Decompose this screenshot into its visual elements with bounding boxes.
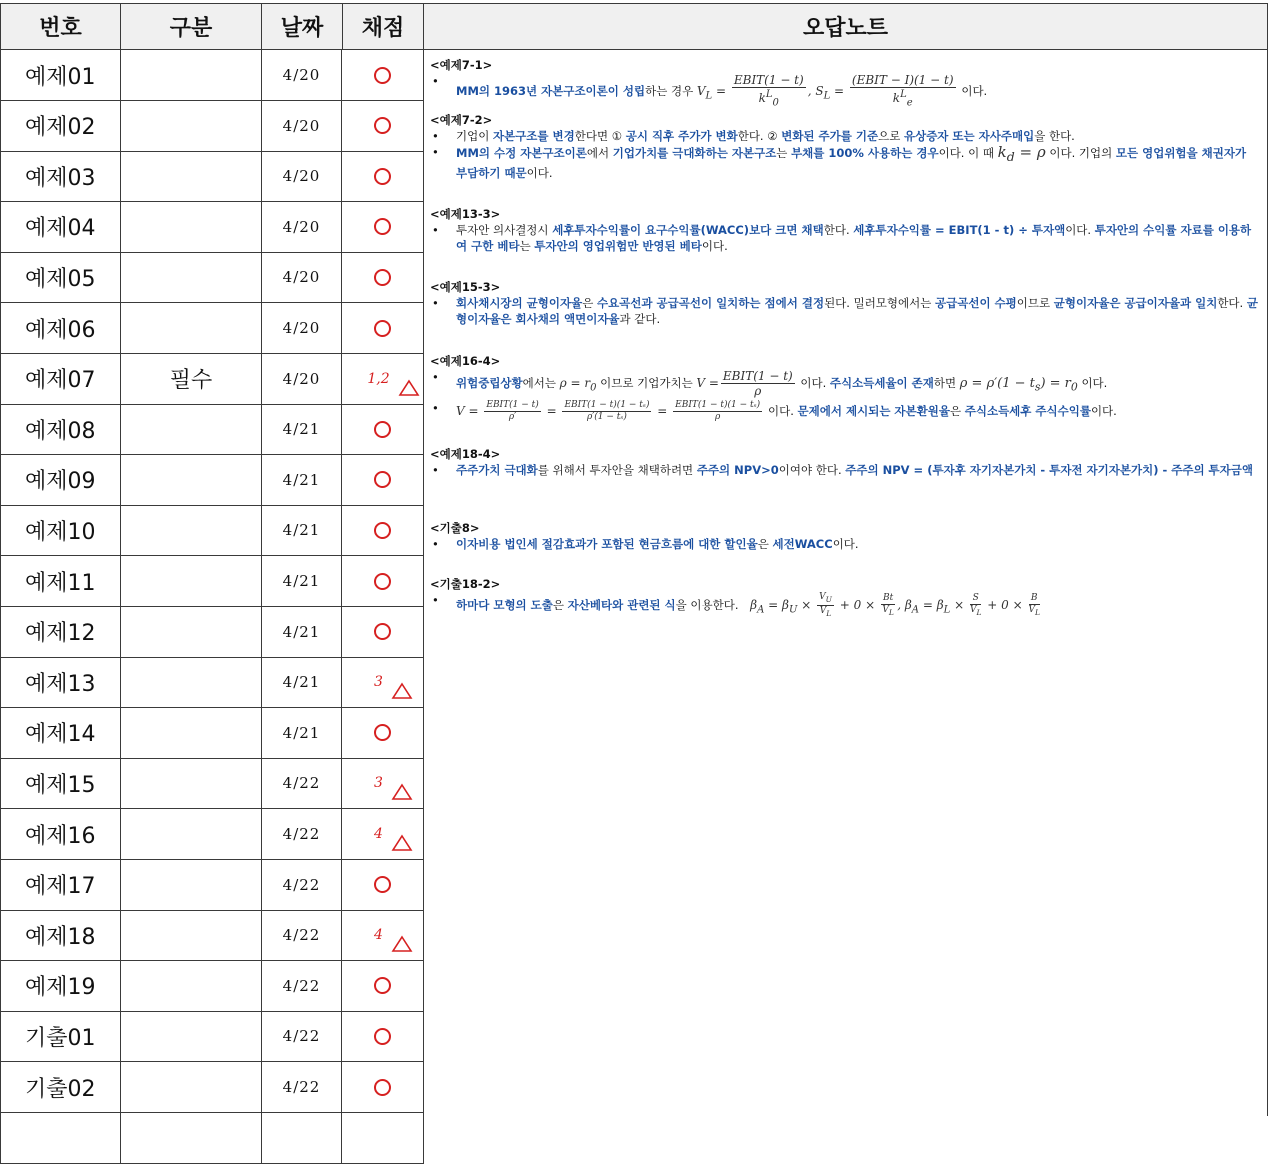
note-bullet: • V = $\frac{\text{EBIT(1 − t)}}{\rho'}$ = $\frac{\text{EBIT(1 − t)(1 − tₛ)}}{\text{ρ′(1 − tₛ)}}$ = $\frac{\text{EBIT(1 − t)(1 − tₛ)}}{\rho}$ 이다. 문제에서 제시되는 자본환원율은 주식소득세후 주식수익률이다.: [432, 400, 1117, 422]
problem-category: [121, 50, 262, 101]
problem-number: [0, 1113, 121, 1164]
grade-mark: [342, 505, 424, 556]
problem-category: [121, 101, 262, 152]
problem-date: 4/22: [262, 1062, 342, 1113]
grade-mark: [342, 809, 424, 860]
note-text: 이다.: [961, 84, 988, 99]
table-row: [0, 556, 424, 607]
grade-mark: [342, 1113, 424, 1164]
grade-mark: [342, 303, 424, 354]
problem-category: 필수: [121, 354, 262, 405]
grade-mark: [342, 1011, 424, 1062]
header-grade: 채점: [342, 3, 424, 50]
problem-category: [121, 202, 262, 253]
correct-circle-icon: [374, 168, 391, 185]
correct-circle-icon: [374, 1028, 391, 1045]
problem-date: 4/20: [262, 354, 342, 405]
problem-date: 4/21: [262, 657, 342, 708]
grade-mark: [342, 455, 424, 506]
note-bullet: • 투자안 의사결정시 세후투자수익률이 요구수익률(WACC)보다 크면 채택한다. 세후투자수익률 = EBIT(1 - t) ÷ 투자액이다. 투자안의 수익률 자료를 이용하여 구한 베타는 투자안의 영업위험만 반영된 베타이다.: [432, 223, 1252, 253]
problem-date: 4/22: [262, 961, 342, 1012]
problem-category: [121, 758, 262, 809]
problem-number: 예제02: [0, 101, 121, 152]
problem-category: [121, 1062, 262, 1113]
header-category: 구분: [120, 3, 262, 50]
table-row: [0, 809, 424, 860]
problem-number: 예제13: [0, 657, 121, 708]
problem-number: 예제14: [0, 708, 121, 759]
table-row: [0, 404, 424, 455]
grade-mark: [342, 961, 424, 1012]
table-row: [0, 151, 424, 202]
problem-date: 4/22: [262, 860, 342, 911]
table-row: [0, 910, 424, 961]
problem-number: 예제06: [0, 303, 121, 354]
grade-mark: [342, 860, 424, 911]
note-title: <예제13-3>: [430, 207, 501, 221]
note-title: <기출8>: [430, 521, 480, 535]
table-row: [0, 455, 424, 506]
correct-circle-icon: [374, 320, 391, 337]
grade-note: 1,2: [367, 370, 390, 387]
problem-number: 예제11: [0, 556, 121, 607]
grade-note: 3: [374, 674, 383, 691]
correct-circle-icon: [374, 573, 391, 590]
correct-circle-icon: [374, 522, 391, 539]
table-row: [0, 1011, 424, 1062]
table-row: [0, 860, 424, 911]
table-row: [0, 708, 424, 759]
problem-date: 4/21: [262, 505, 342, 556]
problem-category: [121, 657, 262, 708]
problem-category: [121, 556, 262, 607]
correct-circle-icon: [374, 218, 391, 235]
grade-mark: [342, 202, 424, 253]
note-15-3: [430, 279, 1258, 327]
header-note: 오답노트: [423, 3, 1268, 50]
note-text: MM의 1963년 자본구조이론이 성립: [456, 84, 646, 99]
problem-category: [121, 505, 262, 556]
note-title: <예제7-2>: [430, 113, 493, 127]
problem-category: [121, 455, 262, 506]
problem-category: [121, 961, 262, 1012]
note-bullet: • 하마다 모형의 도출은 자산베타와 관련된 식을 이용한다. $\beta_A = \beta_U$ × $\frac{V_U}{V_L}$ + 0 × $\frac{Bt}{V_L}$ , $\beta_A = \beta_L$ × $\frac{S}{V_L}$ + 0 × $\frac{B}{V_L}$: [432, 592, 1040, 618]
problem-category: [121, 151, 262, 202]
note-bullet: • 이자비용 법인세 절감효과가 포함된 현금흐름에 대한 할인율은 세전WACC이다.: [432, 537, 859, 551]
correct-circle-icon: [374, 67, 391, 84]
note-7-2: [430, 112, 1258, 181]
note-title: <예제15-3>: [430, 280, 501, 294]
header-number: 번호: [0, 3, 121, 50]
table-row: [0, 1062, 424, 1113]
note-bullet: • 주주가치 극대화를 위해서 투자안을 채택하려면 주주의 NPV>0이여야 한다. 주주의 NPV = (투자후 자기자본가치 - 투자전 자기자본가치) - 주주의 투자금액: [432, 463, 1253, 477]
header-date: 날짜: [261, 3, 343, 50]
table-row: [0, 303, 424, 354]
note-bullet: • 회사채시장의 균형이자율은 수요곡선과 공급곡선이 일치하는 점에서 결정된다. 밀러모형에서는 공급곡선이 수평이므로 균형이자율은 공급이자율과 일치한다. 균형이자율은 회사채의 액면이자율과 같다.: [432, 296, 1258, 326]
grade-mark: [342, 354, 424, 405]
table-row: [0, 505, 424, 556]
problem-number: 예제01: [0, 50, 121, 101]
note-bullet: • 기업이 자본구조를 변경한다면 ① 공시 직후 주가가 변화한다. ② 변화된 주가를 기준으로 유상증자 또는 자사주매입을 한다.: [432, 129, 1075, 143]
problem-date: 4/20: [262, 202, 342, 253]
correct-circle-icon: [374, 117, 391, 134]
problem-date: 4/20: [262, 50, 342, 101]
wrong-answer-notes: [423, 50, 1268, 1116]
problem-number: 예제09: [0, 455, 121, 506]
table-row: [0, 1113, 424, 1164]
problem-number: 기출01: [0, 1011, 121, 1062]
grade-mark: [342, 708, 424, 759]
problem-category: [121, 860, 262, 911]
grade-mark: [342, 101, 424, 152]
correct-circle-icon: [374, 724, 391, 741]
note-18-4: [430, 446, 1258, 478]
note-text: 하는 경우: [645, 84, 694, 99]
problem-category: [121, 1113, 262, 1164]
formula-vl: $V_L$ = $\frac{\text{EBIT(1 − t)}}{k^L_0}$ , $S_L$ = $\frac{\text{(EBIT − I)(1 − t)}}{k^L_e}$: [696, 73, 954, 109]
note-title: <기출18-2>: [430, 577, 501, 591]
table-row: [0, 50, 424, 101]
problem-number: 기출02: [0, 1062, 121, 1113]
problem-date: 4/22: [262, 910, 342, 961]
correct-circle-icon: [374, 977, 391, 994]
note-past-8: [430, 520, 1258, 552]
grade-mark: [342, 657, 424, 708]
problem-number: 예제07: [0, 354, 121, 405]
note-title: <예제16-4>: [430, 354, 501, 368]
grade-mark: [342, 758, 424, 809]
problem-date: 4/22: [262, 1011, 342, 1062]
correct-circle-icon: [374, 421, 391, 438]
note-bullet: • MM의 1963년 자본구조이론이 성립하는 경우 $V_L$ = $\frac{\text{EBIT(1 − t)}}{k^L_0}$ , $S_L$ = $\frac{\text{(EBIT − I)(1 − t)}}{k^L_e}$ 이다.: [432, 73, 988, 109]
table-row: [0, 961, 424, 1012]
correct-circle-icon: [374, 471, 391, 488]
problem-category: [121, 607, 262, 658]
problem-number: 예제19: [0, 961, 121, 1012]
grade-mark: [342, 252, 424, 303]
problem-date: 4/21: [262, 455, 342, 506]
problem-date: 4/20: [262, 151, 342, 202]
problem-date: 4/21: [262, 556, 342, 607]
grade-mark: [342, 910, 424, 961]
problem-date: 4/22: [262, 809, 342, 860]
note-title: <예제7-1>: [430, 58, 493, 72]
table-row: [0, 354, 424, 405]
problem-date: [262, 1113, 342, 1164]
problem-number: 예제03: [0, 151, 121, 202]
grade-mark: [342, 404, 424, 455]
problem-number: 예제04: [0, 202, 121, 253]
problem-number: 예제12: [0, 607, 121, 658]
problem-date: 4/20: [262, 252, 342, 303]
problem-number: 예제16: [0, 809, 121, 860]
problem-category: [121, 1011, 262, 1062]
table-row: [0, 758, 424, 809]
problem-number: 예제10: [0, 505, 121, 556]
table-row: [0, 252, 424, 303]
problem-number: 예제15: [0, 758, 121, 809]
note-7-1: [430, 57, 1258, 110]
grade-note: 4: [374, 927, 383, 944]
problem-date: 4/21: [262, 708, 342, 759]
table-row: [0, 657, 424, 708]
note-13-3: [430, 206, 1258, 254]
problem-category: [121, 910, 262, 961]
table-row: [0, 101, 424, 152]
problem-number: 예제18: [0, 910, 121, 961]
grade-mark: [342, 1062, 424, 1113]
correct-circle-icon: [374, 623, 391, 640]
note-past-18-2: [430, 576, 1258, 619]
correct-circle-icon: [374, 269, 391, 286]
problem-date: 4/21: [262, 404, 342, 455]
note-16-4: [430, 353, 1258, 423]
grade-mark: [342, 607, 424, 658]
table-row: [0, 607, 424, 658]
table-row: [0, 202, 424, 253]
problem-number: 예제17: [0, 860, 121, 911]
grade-note: 4: [374, 826, 383, 842]
problem-date: 4/22: [262, 758, 342, 809]
problem-number: 예제05: [0, 252, 121, 303]
correct-circle-icon: [374, 876, 391, 893]
note-title: <예제18-4>: [430, 447, 501, 461]
problem-category: [121, 809, 262, 860]
problem-date: 4/21: [262, 607, 342, 658]
problem-date: 4/20: [262, 303, 342, 354]
problem-category: [121, 404, 262, 455]
problem-category: [121, 708, 262, 759]
problem-date: 4/20: [262, 101, 342, 152]
note-bullet: • MM의 수정 자본구조이론에서 기업가치를 극대화하는 자본구조는 부채를 100% 사용하는 경우이다. 이 때 $k_d = \rho$ 이다. 기업의 모든 영업위험을 채권자가 부담하기 때문이다.: [432, 143, 1247, 180]
note-bullet: • 위험중립상황에서는 $\rho = r_0$ 이므로 기업가치는 V = $\frac{\text{EBIT(1 − t)}}{\rho}$ 이다. 주식소득세율이 존재하면 $\rho = \rho'(1 - t_s) = r_0$ 이다.: [432, 369, 1108, 398]
grade-mark: [342, 556, 424, 607]
grade-mark: [342, 151, 424, 202]
grade-mark: [342, 50, 424, 101]
problem-number: 예제08: [0, 404, 121, 455]
correct-circle-icon: [374, 1079, 391, 1096]
grade-note: 3: [374, 775, 383, 792]
problem-category: [121, 252, 262, 303]
problem-category: [121, 303, 262, 354]
